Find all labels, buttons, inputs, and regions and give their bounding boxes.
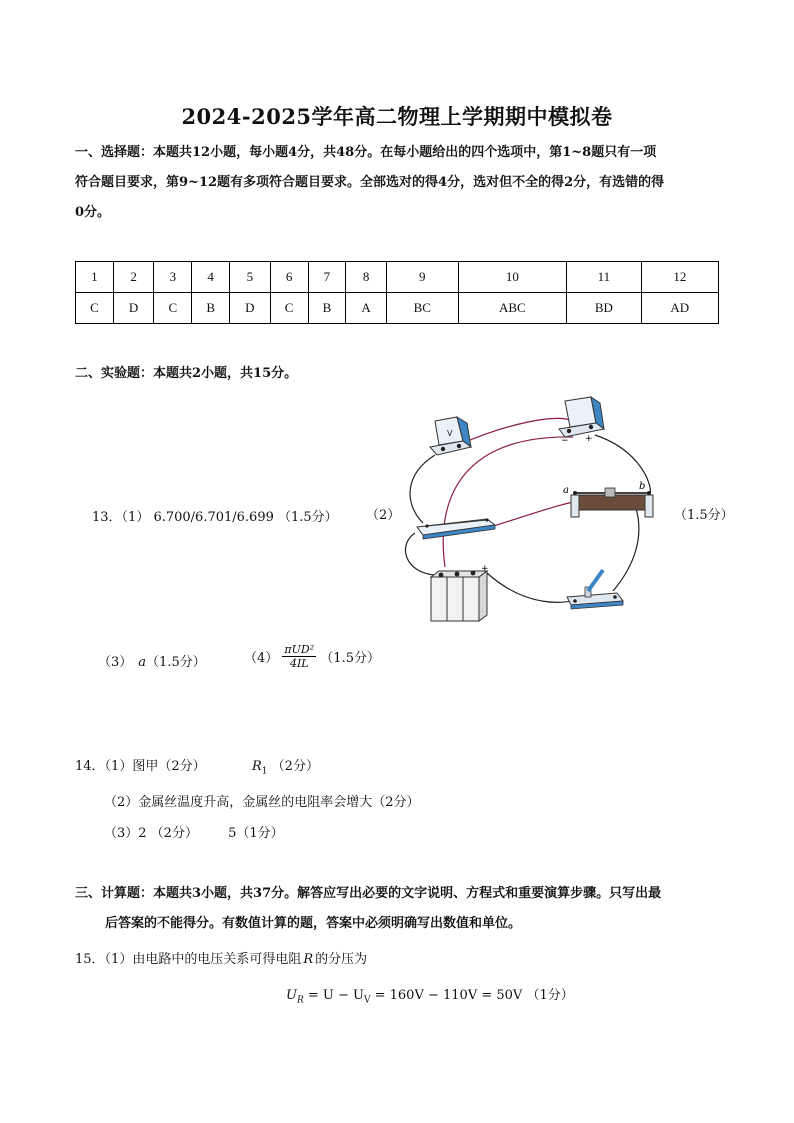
q15-text-b: 的分压为 (315, 952, 368, 967)
q14-part1-resistor (252, 755, 319, 777)
q15-text-a: （1）由电路中的电压关系可得电阻 (104, 952, 302, 967)
answer-cell: ABC (458, 293, 566, 324)
q13-part2-label: （2） (366, 508, 401, 523)
answer-cell: BC (386, 293, 458, 324)
eq-score: （1分） (526, 988, 574, 1003)
wire (443, 437, 573, 567)
wire (613, 505, 639, 591)
q15-equation (286, 984, 574, 1006)
question-number-cell: 9 (386, 262, 458, 293)
q14-part2: （2）金属丝温度升高，金属丝的电阻率会增大（2分） (104, 795, 420, 810)
answer-cell: C (76, 293, 114, 324)
q15-label: 15． (75, 952, 105, 967)
answer-cell: AD (641, 293, 718, 324)
q13-line3 (98, 651, 206, 670)
q15-line1 (75, 948, 367, 967)
section1-line: 一、选择题：本题共12小题，每小题4分，共48分。在每小题给出的四个选项中，第1~8题只有一项 (75, 145, 657, 160)
q13-line4 (244, 643, 380, 670)
voltmeter (430, 417, 471, 455)
q13-part3-answer: a (138, 655, 147, 670)
eq-mid: = U − U (303, 988, 364, 1003)
q13-label: 13． (92, 510, 122, 525)
fraction-denominator: 4IL (289, 657, 309, 670)
eq-lhs-sub: R (296, 995, 304, 1006)
answer-cell: A (346, 293, 387, 324)
q14-line3 (104, 822, 284, 841)
circuit-diagram (395, 395, 660, 630)
answer-cell: C (270, 293, 308, 324)
question-number-cell: 8 (346, 262, 387, 293)
minus-sign: − (561, 436, 569, 446)
fraction-numerator: πUD² (284, 643, 315, 656)
answer-cell: B (192, 293, 230, 324)
eq-rhs: = 160V − 110V = 50V (370, 988, 523, 1003)
answer-cell: B (308, 293, 346, 324)
question-number-cell: 10 (458, 262, 566, 293)
ammeter (559, 397, 604, 446)
section3-line: 后答案的不能得分。有数值计算的题，答案中必须明确写出数值和单位。 (105, 916, 522, 931)
question-number-cell: 6 (270, 262, 308, 293)
question-number-cell: 12 (641, 262, 718, 293)
voltmeter-label: V (447, 429, 453, 438)
section2-heading: 二、实验题：本题共2小题，共15分。 (75, 366, 298, 381)
eq-mid-sub: V (363, 995, 371, 1006)
q13-part3-score: （1.5分） (146, 655, 206, 670)
answer-cell: BD (567, 293, 642, 324)
metal-wire-board (417, 518, 495, 539)
q13-part2-score: （1.5分） (674, 508, 734, 523)
q14-part1-answer: （1）图甲（2分） (104, 759, 206, 774)
q14-part3-answer-b: 5（1分） (228, 826, 284, 841)
page-title: 2024-2025学年高二物理上学期期中模拟卷 (181, 104, 613, 129)
section3-instructions (75, 879, 725, 939)
resistor-subscript: 1 (261, 766, 268, 777)
q13-line1 (92, 506, 338, 525)
battery-plus-sign: + (481, 564, 489, 574)
q13-part3-label: （3） (98, 655, 133, 670)
question-number-cell: 11 (567, 262, 642, 293)
section1-line: 符合题目要求，第9~12题有多项符合题目要求。全部选对的得4分，选对但不全的得2分，有选错的得 (75, 175, 665, 190)
terminal-b-label: b (639, 481, 646, 492)
wire (405, 533, 435, 575)
answer-row (76, 293, 719, 324)
answer-cell: D (230, 293, 271, 324)
question-number-cell: 4 (192, 262, 230, 293)
question-number-cell: 3 (154, 262, 192, 293)
section3-line: 三、计算题：本题共3小题，共37分。解答应写出必要的文字说明、方程式和重要演算步骤。只写出最 (75, 886, 662, 901)
plus-sign: + (585, 434, 593, 444)
answer-cell: D (113, 293, 154, 324)
q13-part4-score: （1.5分） (320, 651, 380, 666)
q14-part3-answer-a: （3）2 （2分） (104, 826, 198, 841)
terminal-a-label: a (563, 485, 569, 496)
q15-resistor-symbol: R (303, 952, 314, 967)
wire (410, 455, 435, 523)
wire (463, 418, 573, 443)
q13-part4-fraction (282, 643, 316, 670)
answer-table (75, 261, 719, 324)
q14-line1 (75, 755, 206, 774)
q14-label: 14． (75, 759, 105, 774)
resistor-symbol: R (252, 759, 262, 774)
question-number-cell: 5 (230, 262, 271, 293)
answer-cell: C (154, 293, 192, 324)
question-number-cell: 7 (308, 262, 346, 293)
q13-part1: （1） 6.700/6.701/6.699 （1.5分） (121, 510, 338, 525)
q14-part1-score: （2分） (271, 759, 319, 774)
section1-line: 0分。 (75, 205, 111, 220)
eq-lhs: U (286, 988, 297, 1003)
question-number-cell: 1 (76, 262, 114, 293)
battery-pack (431, 564, 489, 621)
section1-instructions (75, 138, 725, 228)
question-number-cell: 2 (113, 262, 154, 293)
sliding-rheostat (563, 481, 653, 517)
question-number-row (76, 262, 719, 293)
q13-part4-label: （4） (244, 651, 279, 666)
